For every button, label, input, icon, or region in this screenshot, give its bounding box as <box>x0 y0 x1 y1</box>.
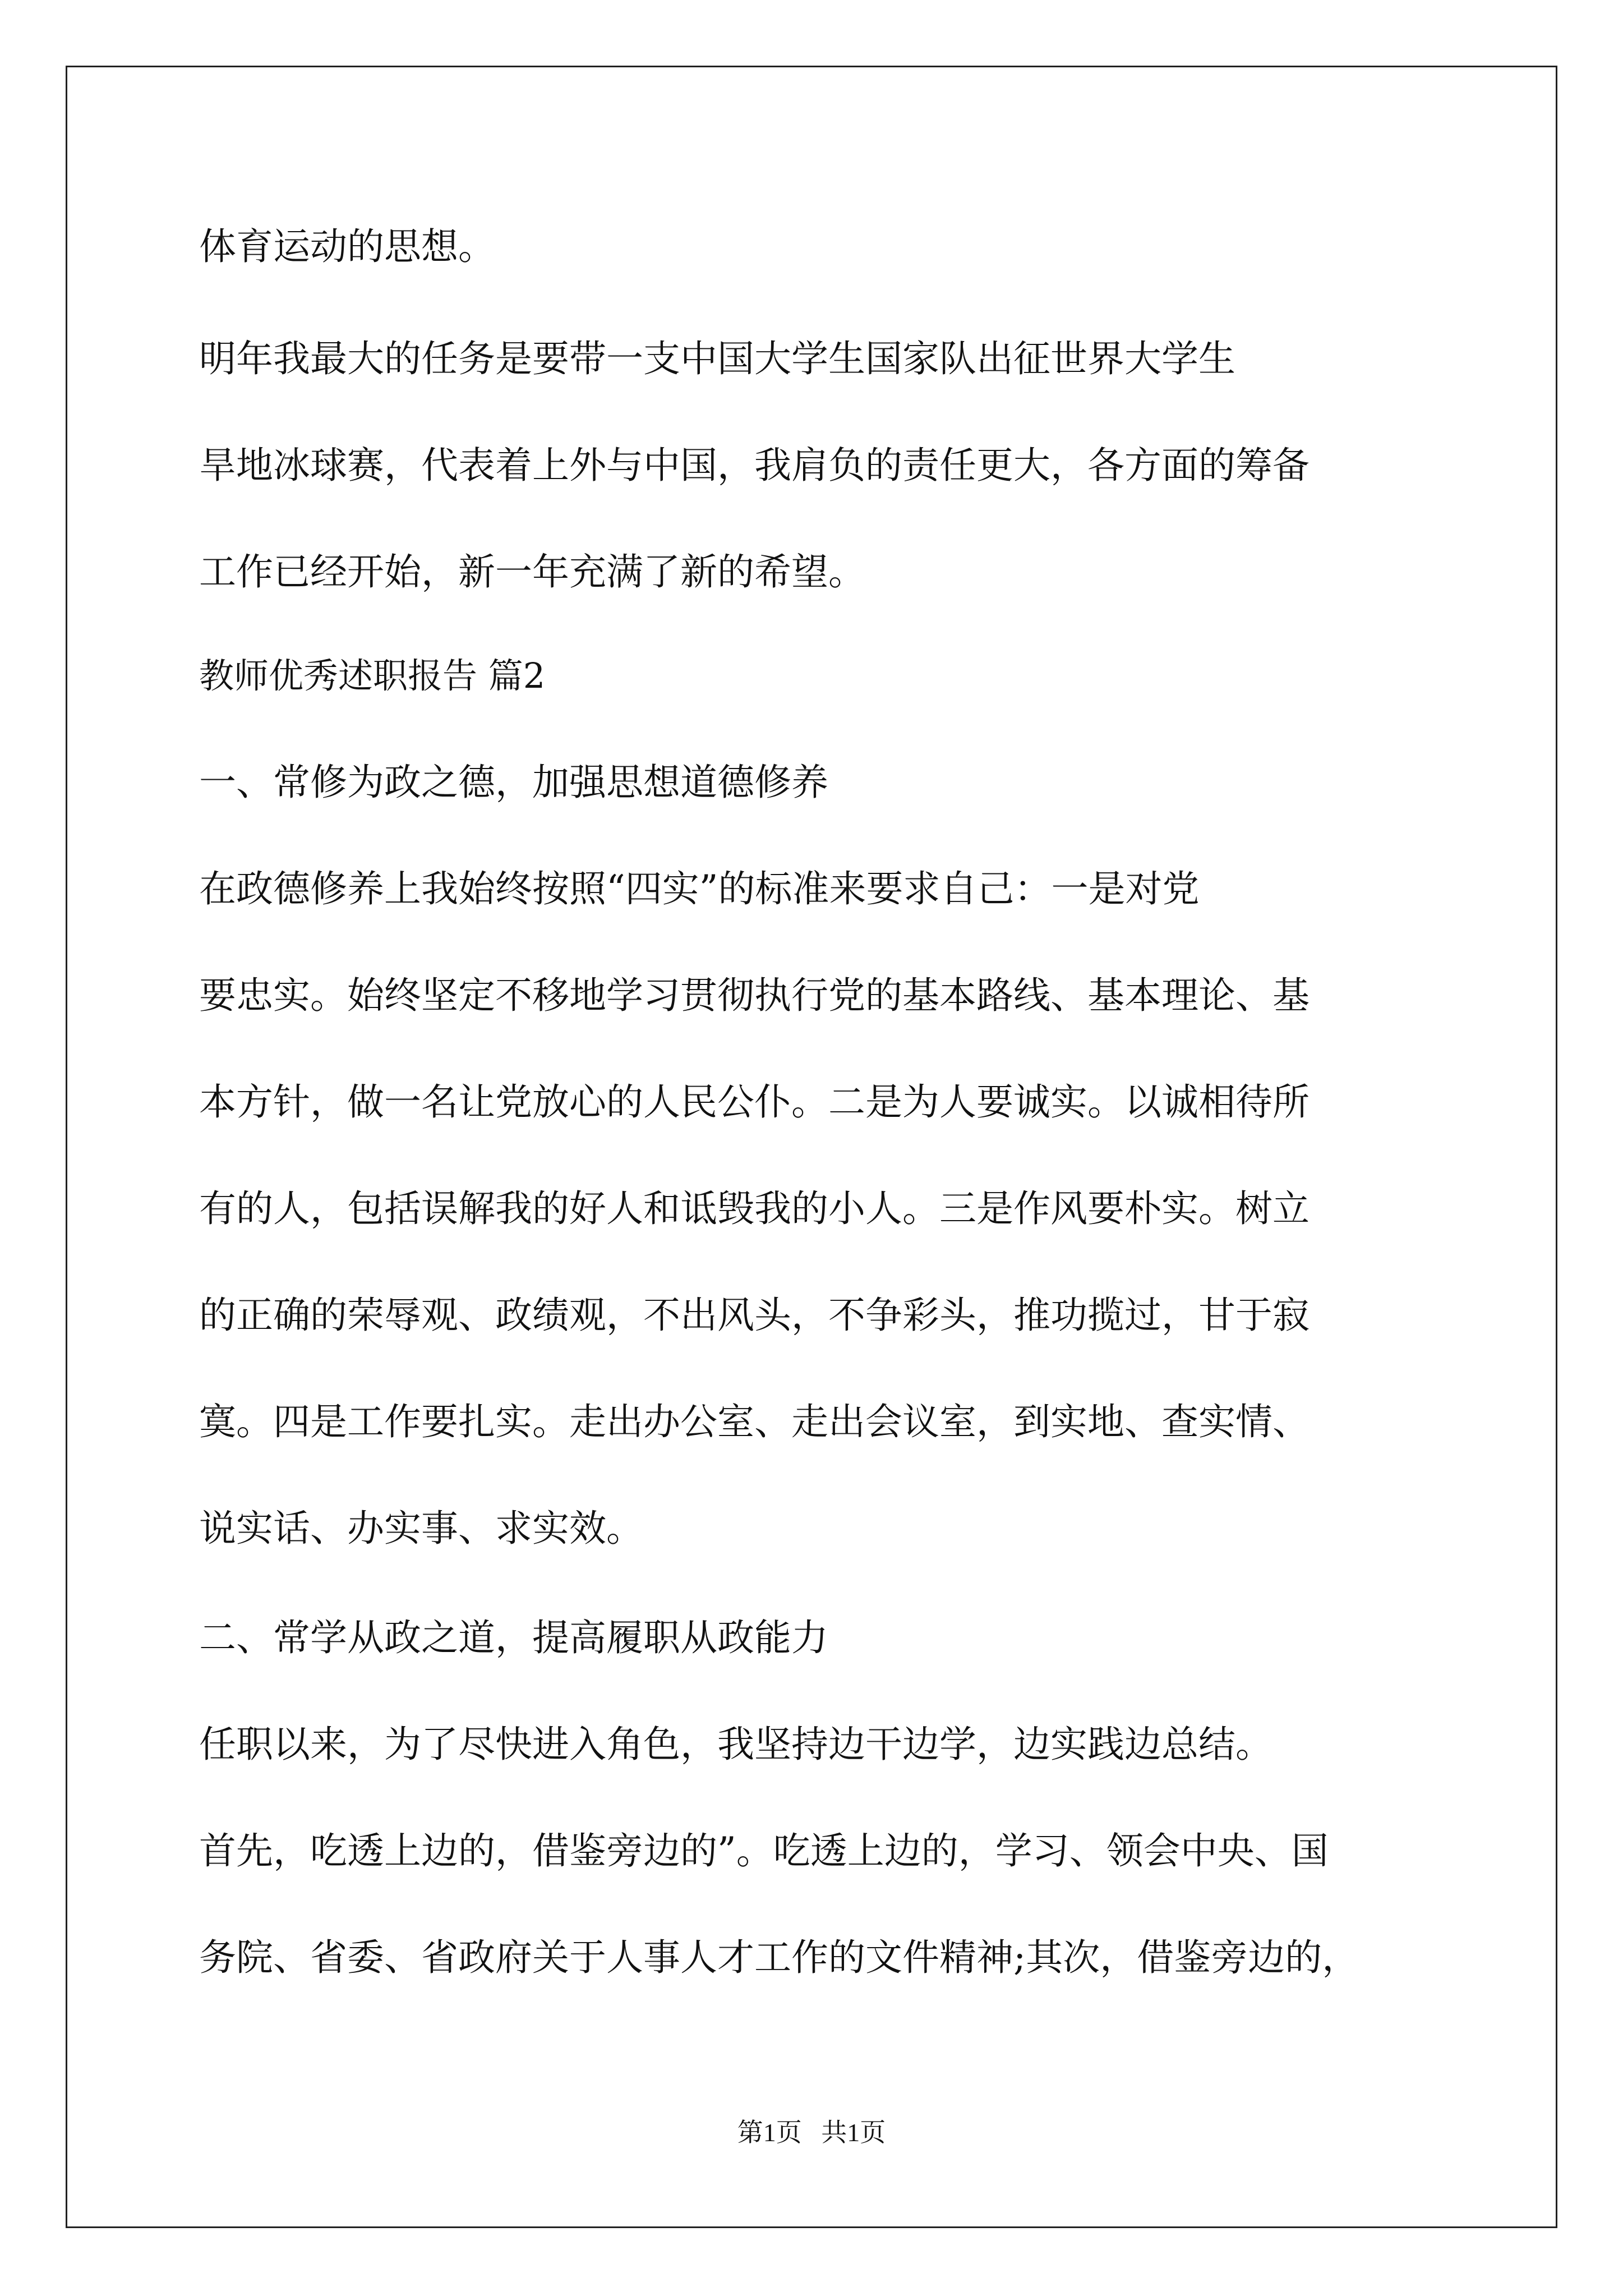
text-line: 说实话、办实事、求实效。 <box>199 1507 643 1550</box>
text-line: 有的人，包括误解我的好人和诋毁我的小人。三是作风要朴实。树立 <box>199 1187 1310 1230</box>
text-line: 旱地冰球赛，代表着上外与中国，我肩负的责任更大，各方面的筹备 <box>199 444 1310 487</box>
text-line: 寞。四是工作要扎实。走出办公室、走出会议室，到实地、查实情、 <box>199 1400 1310 1443</box>
text-line: 务院、省委、省政府关于人事人才工作的文件精神;其次，借鉴旁边的， <box>199 1936 1359 1979</box>
text-line: 本方针，做一名让党放心的人民公仆。二是为人要诚实。以诚相待所 <box>199 1080 1310 1124</box>
text-line: 明年我最大的任务是要带一支中国大学生国家队出征世界大学生 <box>199 337 1235 380</box>
page-border <box>66 66 1557 2228</box>
page-number: 第1页 共1页 <box>737 2118 886 2147</box>
text-line: 工作已经开始，新一年充满了新的希望。 <box>199 550 865 593</box>
text-line: 要忠实。始终坚定不移地学习贯彻执行党的基本路线、基本理论、基 <box>199 974 1310 1017</box>
text-line: 在政德修养上我始终按照“四实”的标准来要求自己：一是对党 <box>199 867 1200 910</box>
section-heading: 教师优秀述职报告 篇2 <box>199 655 546 696</box>
text-line: 一、常修为政之德，加强思想道德修养 <box>199 761 828 804</box>
text-line: 二、常学从政之道，提高履职从政能力 <box>199 1616 828 1659</box>
text-line: 任职以来，为了尽快进入角色，我坚持边干边学，边实践边总结。 <box>199 1723 1272 1766</box>
text-line: 的正确的荣辱观、政绩观，不出风头，不争彩头，推功揽过，甘于寂 <box>199 1294 1310 1337</box>
text-line: 体育运动的思想。 <box>199 225 495 268</box>
text-line: 首先，吃透上边的，借鉴旁边的”。吃透上边的，学习、领会中央、国 <box>199 1829 1329 1872</box>
